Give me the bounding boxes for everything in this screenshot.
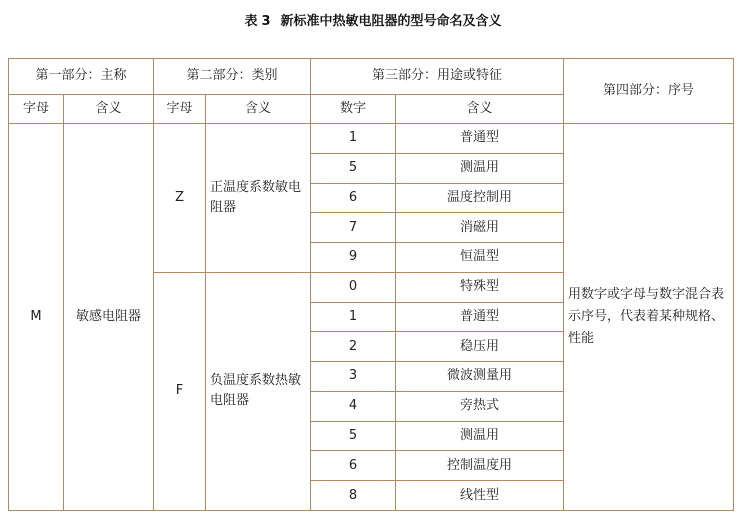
use-digit-cell: 3 [311,362,396,392]
table-row [9,124,734,154]
meaning3-header: 含义 [396,95,564,124]
use-digit-cell: 1 [311,124,396,154]
table-caption [0,10,746,29]
use-digit-cell: 5 [311,153,396,183]
main-meaning-cell: 敏感电阻器 [64,124,154,511]
use-meaning-cell: 微波测量用 [396,362,564,392]
part2-header: 第二部分：类别 [154,59,311,95]
category-meaning-cell: 正温度系数敏电阻器 [206,124,311,273]
category-letter-cell: F [154,272,206,510]
use-digit-cell: 8 [311,481,396,511]
caption-number: 3 [261,14,271,29]
use-digit-cell: 9 [311,243,396,273]
part1-header: 第一部分：主称 [9,59,154,95]
use-meaning-cell: 普通型 [396,302,564,332]
caption-text: 新标准中热敏电阻器的型号命名及含义 [280,14,502,29]
part4-header: 第四部分：序号 [564,59,734,124]
category-meaning-cell: 负温度系数热敏电阻器 [206,272,311,510]
use-digit-cell: 7 [311,213,396,243]
serial-description-cell: 用数字或字母与数字混合表示序号，代表着某种规格、性能 [564,124,734,511]
use-meaning-cell: 稳压用 [396,332,564,362]
use-meaning-cell: 特殊型 [396,272,564,302]
use-meaning-cell: 温度控制用 [396,183,564,213]
part-header-row [9,59,734,95]
use-digit-cell: 5 [311,421,396,451]
use-digit-cell: 6 [311,183,396,213]
use-digit-cell: 0 [311,272,396,302]
use-meaning-cell: 旁热式 [396,391,564,421]
use-meaning-cell: 消磁用 [396,213,564,243]
use-meaning-cell: 测温用 [396,153,564,183]
letter1-header: 字母 [9,95,64,124]
digit3-header: 数字 [311,95,396,124]
use-meaning-cell: 恒温型 [396,243,564,273]
use-meaning-cell: 普通型 [396,124,564,154]
use-meaning-cell: 线性型 [396,481,564,511]
use-digit-cell: 6 [311,451,396,481]
use-digit-cell: 4 [311,391,396,421]
meaning2-header: 含义 [206,95,311,124]
naming-table [8,58,734,511]
part3-header: 第三部分：用途或特征 [311,59,564,95]
use-digit-cell: 1 [311,302,396,332]
use-digit-cell: 2 [311,332,396,362]
caption-label: 表 [244,14,258,29]
main-letter-cell: M [9,124,64,511]
use-meaning-cell: 控制温度用 [396,451,564,481]
use-meaning-cell: 测温用 [396,421,564,451]
category-letter-cell: Z [154,124,206,273]
meaning1-header: 含义 [64,95,154,124]
letter2-header: 字母 [154,95,206,124]
